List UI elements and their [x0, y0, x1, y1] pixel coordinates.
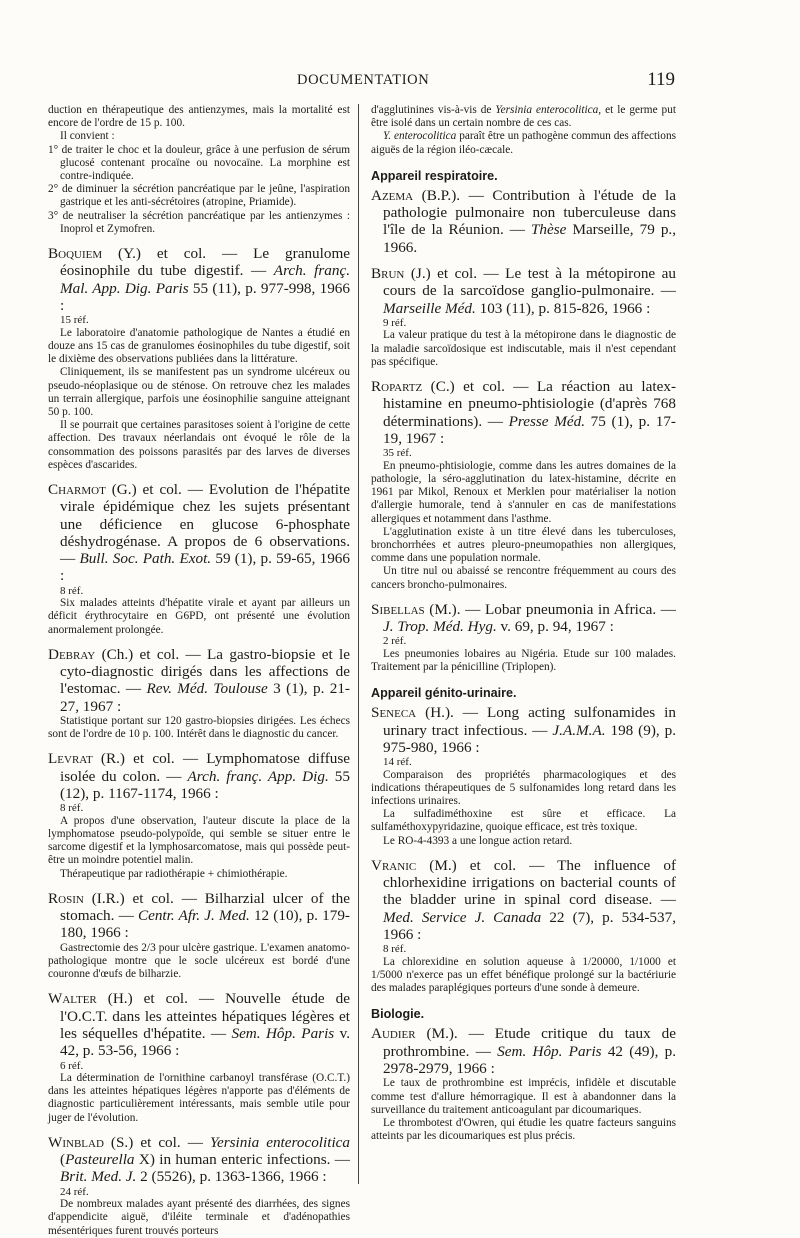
- abstract-text: Il se pourrait que certaines parasitoses soient à l'origine de cette affection. Des travaux néerlandais ont évoqué le rôle de la consommation des poissons parasités par des larves de diverses espèces d'ascarides.: [48, 419, 350, 471]
- continued-text: duction en thérapeutique des antienzymes, mais la mortalité est encore de l'ordre de 15 p. 100.: [48, 104, 350, 130]
- column-divider: [358, 104, 359, 1184]
- author-name: Charmot: [48, 480, 106, 498]
- author-name: Debray: [48, 645, 96, 663]
- section-heading: Biologie.: [371, 1007, 425, 1022]
- reference-citation: Charmot (G.) et col. — Evolution de l'hépatite virale épidémique chez les sujets présentant une déficience en glucose 6-phosphate déshydrogénase. A propos de 6 observations. — Bull. Soc. Path. Exot. 59 (1), p. 59-65, 1966 :: [48, 480, 350, 585]
- reference-entry: [48, 990, 350, 1125]
- author-name: Brun: [371, 265, 405, 282]
- reference-count: 9 réf.: [383, 316, 407, 329]
- abstract-text: L'agglutination existe à un titre élevé dans les tuberculoses, bronchorrhées et autres pleuro-pneumopathies non allergiques, comme dans une population normale.: [371, 525, 676, 565]
- abstract-text: En pneumo-phtisiologie, comme dans les autres domaines de la pathologie, la séro-agglutination du latex-histamine, décrite en 1961 par Mikol, Renoux et Merklen pour matérialiser la notion d'allergie humorale, tend à s'annuler en cas de manifestations allergiques et notamment dans l'asthme.: [371, 459, 676, 525]
- author-name: Levrat: [48, 750, 93, 768]
- reference-count: 14 réf.: [383, 756, 412, 769]
- abstract-text: Comparaison des propriétés pharmacologiques et des indications thérapeutiques de 5 sulfonamides long retard dans les infections urinaires.: [371, 768, 676, 808]
- reference-entry: [371, 378, 676, 592]
- reference-citation: Boquiem (Y.) et col. — Le granulome éosinophile du tube digestif. — Arch. franç. Mal. App. Dig. Paris 55 (11), p. 977-998, 1966 :: [48, 245, 350, 314]
- abstract-text: A propos d'une observation, l'auteur discute la place de la lymphomatose pseudo-polypoïde, qui semble se situer entre le sarcome digestif et la lymphosarcomatose, mais qui possède peut-être un moindre potentiel malin.: [48, 814, 350, 867]
- abstract-text: La sulfadiméthoxine est sûre et efficace. La sulfaméthoxypyridazine, quoique efficace, est très toxique.: [371, 808, 676, 834]
- reference-entry: [371, 1025, 676, 1143]
- reference-entry: [371, 601, 676, 675]
- abstract-text: Le RO-4-4393 a une longue action retard.: [383, 834, 573, 847]
- journal-name: Sem. Hôp. Paris: [231, 1024, 335, 1042]
- list-item: 1° de traiter le choc et la douleur, grâce à une perfusion de sérum glucosé contenant procaïne ou novocaïne. La morphine est contre-indiquée.: [48, 143, 350, 183]
- author-name: Seneca: [371, 704, 417, 722]
- abstract-text: Les pneumonies lobaires au Nigéria. Etude sur 100 malades. Traitement par la pénicilline (Triplopen).: [371, 647, 676, 674]
- journal-name: Marseille Méd.: [383, 299, 476, 317]
- continued-text: Y. enterocolitica paraît être un pathogène commun des affections aiguës de la région iléo-cæcale.: [371, 130, 677, 156]
- reference-citation: Walter (H.) et col. — Nouvelle étude de l'O.C.T. dans les atteintes hépatiques légères et les séquelles d'hépatite. — Sem. Hôp. Paris v. 42, p. 53-56, 1966 :: [48, 990, 350, 1060]
- author-name: Rosin: [48, 889, 84, 907]
- reference-citation: Audier (M.). — Etude critique du taux de prothrombine. — Sem. Hôp. Paris 42 (49), p. 2978-2979, 1966 :: [371, 1025, 676, 1078]
- reference-count: 6 réf.: [60, 1059, 84, 1072]
- author-name: Ropartz: [371, 378, 423, 395]
- list-item: 3° de neutraliser la sécrétion pancréatique par les antienzymes : Inoprol et Zymofren.: [48, 209, 350, 235]
- author-name: Vranic: [371, 856, 417, 874]
- reference-count: 8 réf.: [383, 943, 407, 956]
- reference-count: 24 réf.: [60, 1185, 89, 1198]
- journal-name: Presse Méd.: [508, 412, 585, 430]
- abstract-text: La détermination de l'ornithine carbanoyl transférase (O.C.T.) dans les atteintes hépatiques légères n'apporte pas d'éléments de diagnostic particulièrement intéressants, mais semble utile pour juger de l'évolution.: [48, 1072, 350, 1124]
- journal-name: Brit. Med. J.: [60, 1168, 137, 1186]
- journal-name: Arch. franç. App. Dig.: [187, 767, 329, 785]
- journal-name: Rev. Méd. Toulouse: [146, 680, 268, 698]
- reference-citation: Brun (J.) et col. — Le test à la métopirone au cours de la sarcoïdose ganglio-pulmonaire. — Marseille Méd. 103 (11), p. 815-826, 1966 :: [371, 265, 676, 317]
- left-column: [48, 104, 350, 1237]
- reference-citation: Seneca (H.). — Long acting sulfonamides in urinary tract infectious. — J.A.M.A. 198 (9), p. 975-980, 1966 :: [371, 704, 676, 756]
- section-heading: Appareil respiratoire.: [371, 168, 498, 183]
- journal-name: J.A.M.A.: [552, 721, 606, 739]
- abstract-text: Le thrombotest d'Owren, qui étudie les quatre facteurs sanguins atteints par les dicoumariques est plus précis.: [371, 1116, 676, 1143]
- reference-entry: [371, 265, 676, 369]
- page-header: [0, 70, 800, 92]
- reference-entry: [48, 481, 350, 637]
- reference-count: 8 réf.: [60, 584, 84, 597]
- author-name: Winblad: [48, 1133, 104, 1151]
- reference-entry: [48, 646, 350, 742]
- reference-citation: Azema (B.P.). — Contribution à l'étude de la pathologie pulmonaire non tuberculeuse dans l'île de la Réunion. — Thèse Marseille, 79 p., 1966.: [371, 186, 677, 256]
- abstract-text: Thérapeutique par radiothérapie + chimiothérapie.: [60, 867, 288, 880]
- reference-count: 35 réf.: [383, 447, 412, 460]
- journal-name: Centr. Afr. J. Med.: [137, 907, 250, 925]
- abstract-text: Cliniquement, ils se manifestent pas un syndrome ulcéreux ou pseudo-néoplasique ou de sténose. On retrouve chez les malades un terrain allergique, parfois une éosinophilie sanguine atteignant 50 p. 100.: [48, 366, 350, 418]
- page-number: 119: [647, 69, 675, 90]
- reference-entry: [48, 1134, 350, 1238]
- reference-entry: [48, 245, 350, 472]
- reference-entry: [371, 187, 676, 256]
- journal-name: J. Trop. Méd. Hyg.: [383, 618, 497, 636]
- reference-entry: [371, 857, 676, 996]
- reference-citation: Levrat (R.) et col. — Lymphomatose diffuse isolée du colon. — Arch. franç. App. Dig. 55 (12), p. 1167-1174, 1966 :: [48, 750, 350, 803]
- right-column: [371, 104, 676, 1184]
- abstract-text: La chlorexidine en solution aqueuse à 1/20000, 1/1000 et 1/5000 n'exerce pas un effet bénéfique prolongé sur la bactériurie des malades paraplégiques porteurs d'une sonde à demeure.: [371, 955, 676, 995]
- reference-citation: Sibellas (M.). — Lobar pneumonia in Africa. — J. Trop. Méd. Hyg. v. 69, p. 94, 1967 :: [371, 600, 676, 636]
- author-name: Audier: [371, 1025, 416, 1043]
- article-title-italic: Pasteurella: [65, 1151, 135, 1169]
- abstract-text: La valeur pratique du test à la métopirone dans le diagnostic de la maladie sarcoïdosique est indiscutable, mais il n'est cependant pas spécifique.: [371, 329, 676, 368]
- author-name: Azema: [371, 186, 414, 204]
- author-name: Boquiem: [48, 245, 103, 263]
- author-name: Sibellas: [371, 600, 425, 618]
- reference-count: 2 réf.: [383, 635, 407, 648]
- reference-citation: Rosin (I.R.) et col. — Bilharzial ulcer of the stomach. — Centr. Afr. J. Med. 12 (10), p. 179-180, 1966 :: [48, 889, 350, 942]
- reference-count: 15 réf.: [60, 314, 89, 327]
- reference-citation: Winblad (S.) et col. — Yersinia enterocolitica (Pasteurella X) in human enteric infections. — Brit. Med. J. 2 (5526), p. 1363-1366, 1966 :: [48, 1133, 350, 1186]
- reference-citation: Debray (Ch.) et col. — La gastro-biopsie et le cyto-diagnostic dirigés dans les affections de l'estomac. — Rev. Méd. Toulouse 3 (1), p. 21-27, 1967 :: [48, 645, 350, 715]
- journal-name: Arch. franç. Mal. App. Dig. Paris: [60, 262, 350, 297]
- list-item: 2° de diminuer la sécrétion pancréatique par le jeûne, l'aspiration gastrique et les anti-sécrétoires (atropine, Priamide).: [48, 183, 350, 209]
- article-title-italic: Yersinia enterocolitica: [209, 1133, 350, 1151]
- abstract-text: Statistique portant sur 120 gastro-biopsies dirigées. Les échecs sont de l'ordre de 10 p. 100. Intérêt dans le diagnostic du cancer.: [48, 715, 350, 741]
- running-title: DOCUMENTATION: [297, 72, 430, 88]
- reference-citation: Ropartz (C.) et col. — La réaction au latex-histamine en pneumo-phtisiologie (d'après 768 déterminations). — Presse Méd. 75 (1), p. 17-19, 1967 :: [371, 378, 676, 447]
- abstract-text: Un titre nul ou abaissé se rencontre fréquemment au cours des cancers broncho-pulmonaires.: [371, 565, 676, 591]
- reference-entry: [371, 704, 676, 848]
- journal-name: Med. Service J. Canada: [383, 908, 542, 926]
- abstract-text: Six malades atteints d'hépatite virale et ayant par ailleurs un déficit érythrocytaire en G6PD, ont présenté une évolution anormalement prolongée.: [48, 597, 350, 636]
- journal-name: Thèse: [530, 221, 567, 239]
- reference-entry: [48, 890, 350, 982]
- section-heading: Appareil génito-urinaire.: [371, 686, 517, 701]
- abstract-text: Le laboratoire d'anatomie pathologique de Nantes a étudié en douze ans 15 cas de granulomes éosinophiles du tube digestif, soit le dixième des observations publiées dans la littérature.: [48, 326, 350, 366]
- reference-entry: [48, 750, 350, 880]
- abstract-text: Le taux de prothrombine est imprécis, infidèle et discutable comme test d'allure hémorragique. Il est à abandonner dans la surveillance du traitement anticoagulant par dicoumariques.: [371, 1077, 676, 1116]
- list-intro: Il convient :: [60, 130, 115, 143]
- abstract-text: De nombreux malades ayant présenté des diarrhées, des signes d'appendicite aiguë, d'iléite terminale et d'adénopathies mésentériques furent trouvés porteurs: [48, 1198, 350, 1237]
- author-name: Walter: [48, 990, 97, 1008]
- journal-name: Bull. Soc. Path. Exot.: [79, 550, 212, 568]
- journal-name: Sem. Hôp. Paris: [497, 1042, 602, 1060]
- continued-text: d'agglutinines vis-à-vis de Yersinia enterocolitica, et le germe put être isolé dans un certain nombre de ces cas.: [371, 104, 676, 130]
- reference-citation: Vranic (M.) et col. — The influence of chlorhexidine irrigations on bacterial counts of the bladder urine in spinal cord disease. — Med. Service J. Canada 22 (7), p. 534-537, 1966 :: [371, 856, 676, 944]
- abstract-text: Gastrectomie des 2/3 pour ulcère gastrique. L'examen anatomo-pathologique montre que le socle ulcéreux est bordé d'une couronne d'œufs de bilharzie.: [48, 941, 350, 981]
- reference-count: 8 réf.: [60, 802, 84, 815]
